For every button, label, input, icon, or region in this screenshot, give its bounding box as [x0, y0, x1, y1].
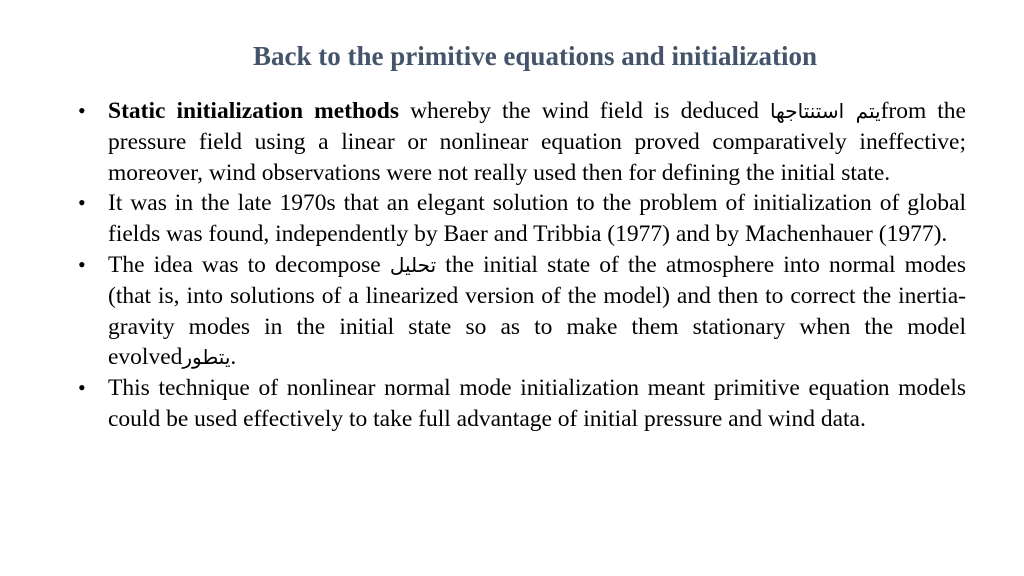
arabic-gloss: يتم استنتاجها	[769, 99, 881, 123]
bullet-icon: •	[78, 375, 86, 401]
list-item	[78, 96, 966, 188]
bullet-icon: •	[78, 251, 86, 277]
list-item	[78, 250, 966, 373]
item-text: the initial state of the atmosphere into normal modes (that is, into solutions of a linearized version of the model) and then to correct the inertia-gravity modes in the initial state so as to make them stationary when the model evolved	[108, 251, 967, 371]
arabic-gloss: يتطور	[182, 345, 231, 370]
bullet-icon: •	[78, 98, 86, 123]
item-text: whereby the wind field is deduced	[399, 98, 770, 124]
item-text: The idea was to decompose	[108, 251, 390, 278]
item-text: from the pressure field using a linear or nonlinear equation proved comparatively ineffective; moreover, wind observations were not really used then for defining the initial state.	[108, 98, 966, 186]
item-text: It was in the late 1970s that an elegant solution to the problem of initialization of global fields was found, independently by Baer and Tribbia (1977) and by Machenhauer (1977).	[108, 190, 966, 248]
item-text: .	[230, 344, 237, 371]
list-item	[78, 373, 966, 435]
list-item	[78, 188, 966, 250]
slide-title: Back to the primitive equations and initialization	[252, 41, 818, 71]
item-text: This technique of nonlinear normal mode initialization meant primitive equation models could be used effectively to take full advantage of initial pressure and wind data.	[108, 375, 966, 432]
arabic-gloss: تحليل	[389, 252, 437, 277]
bold-term: Static initialization methods	[108, 98, 400, 124]
bullet-list	[78, 96, 966, 435]
bullet-icon: •	[78, 190, 86, 216]
